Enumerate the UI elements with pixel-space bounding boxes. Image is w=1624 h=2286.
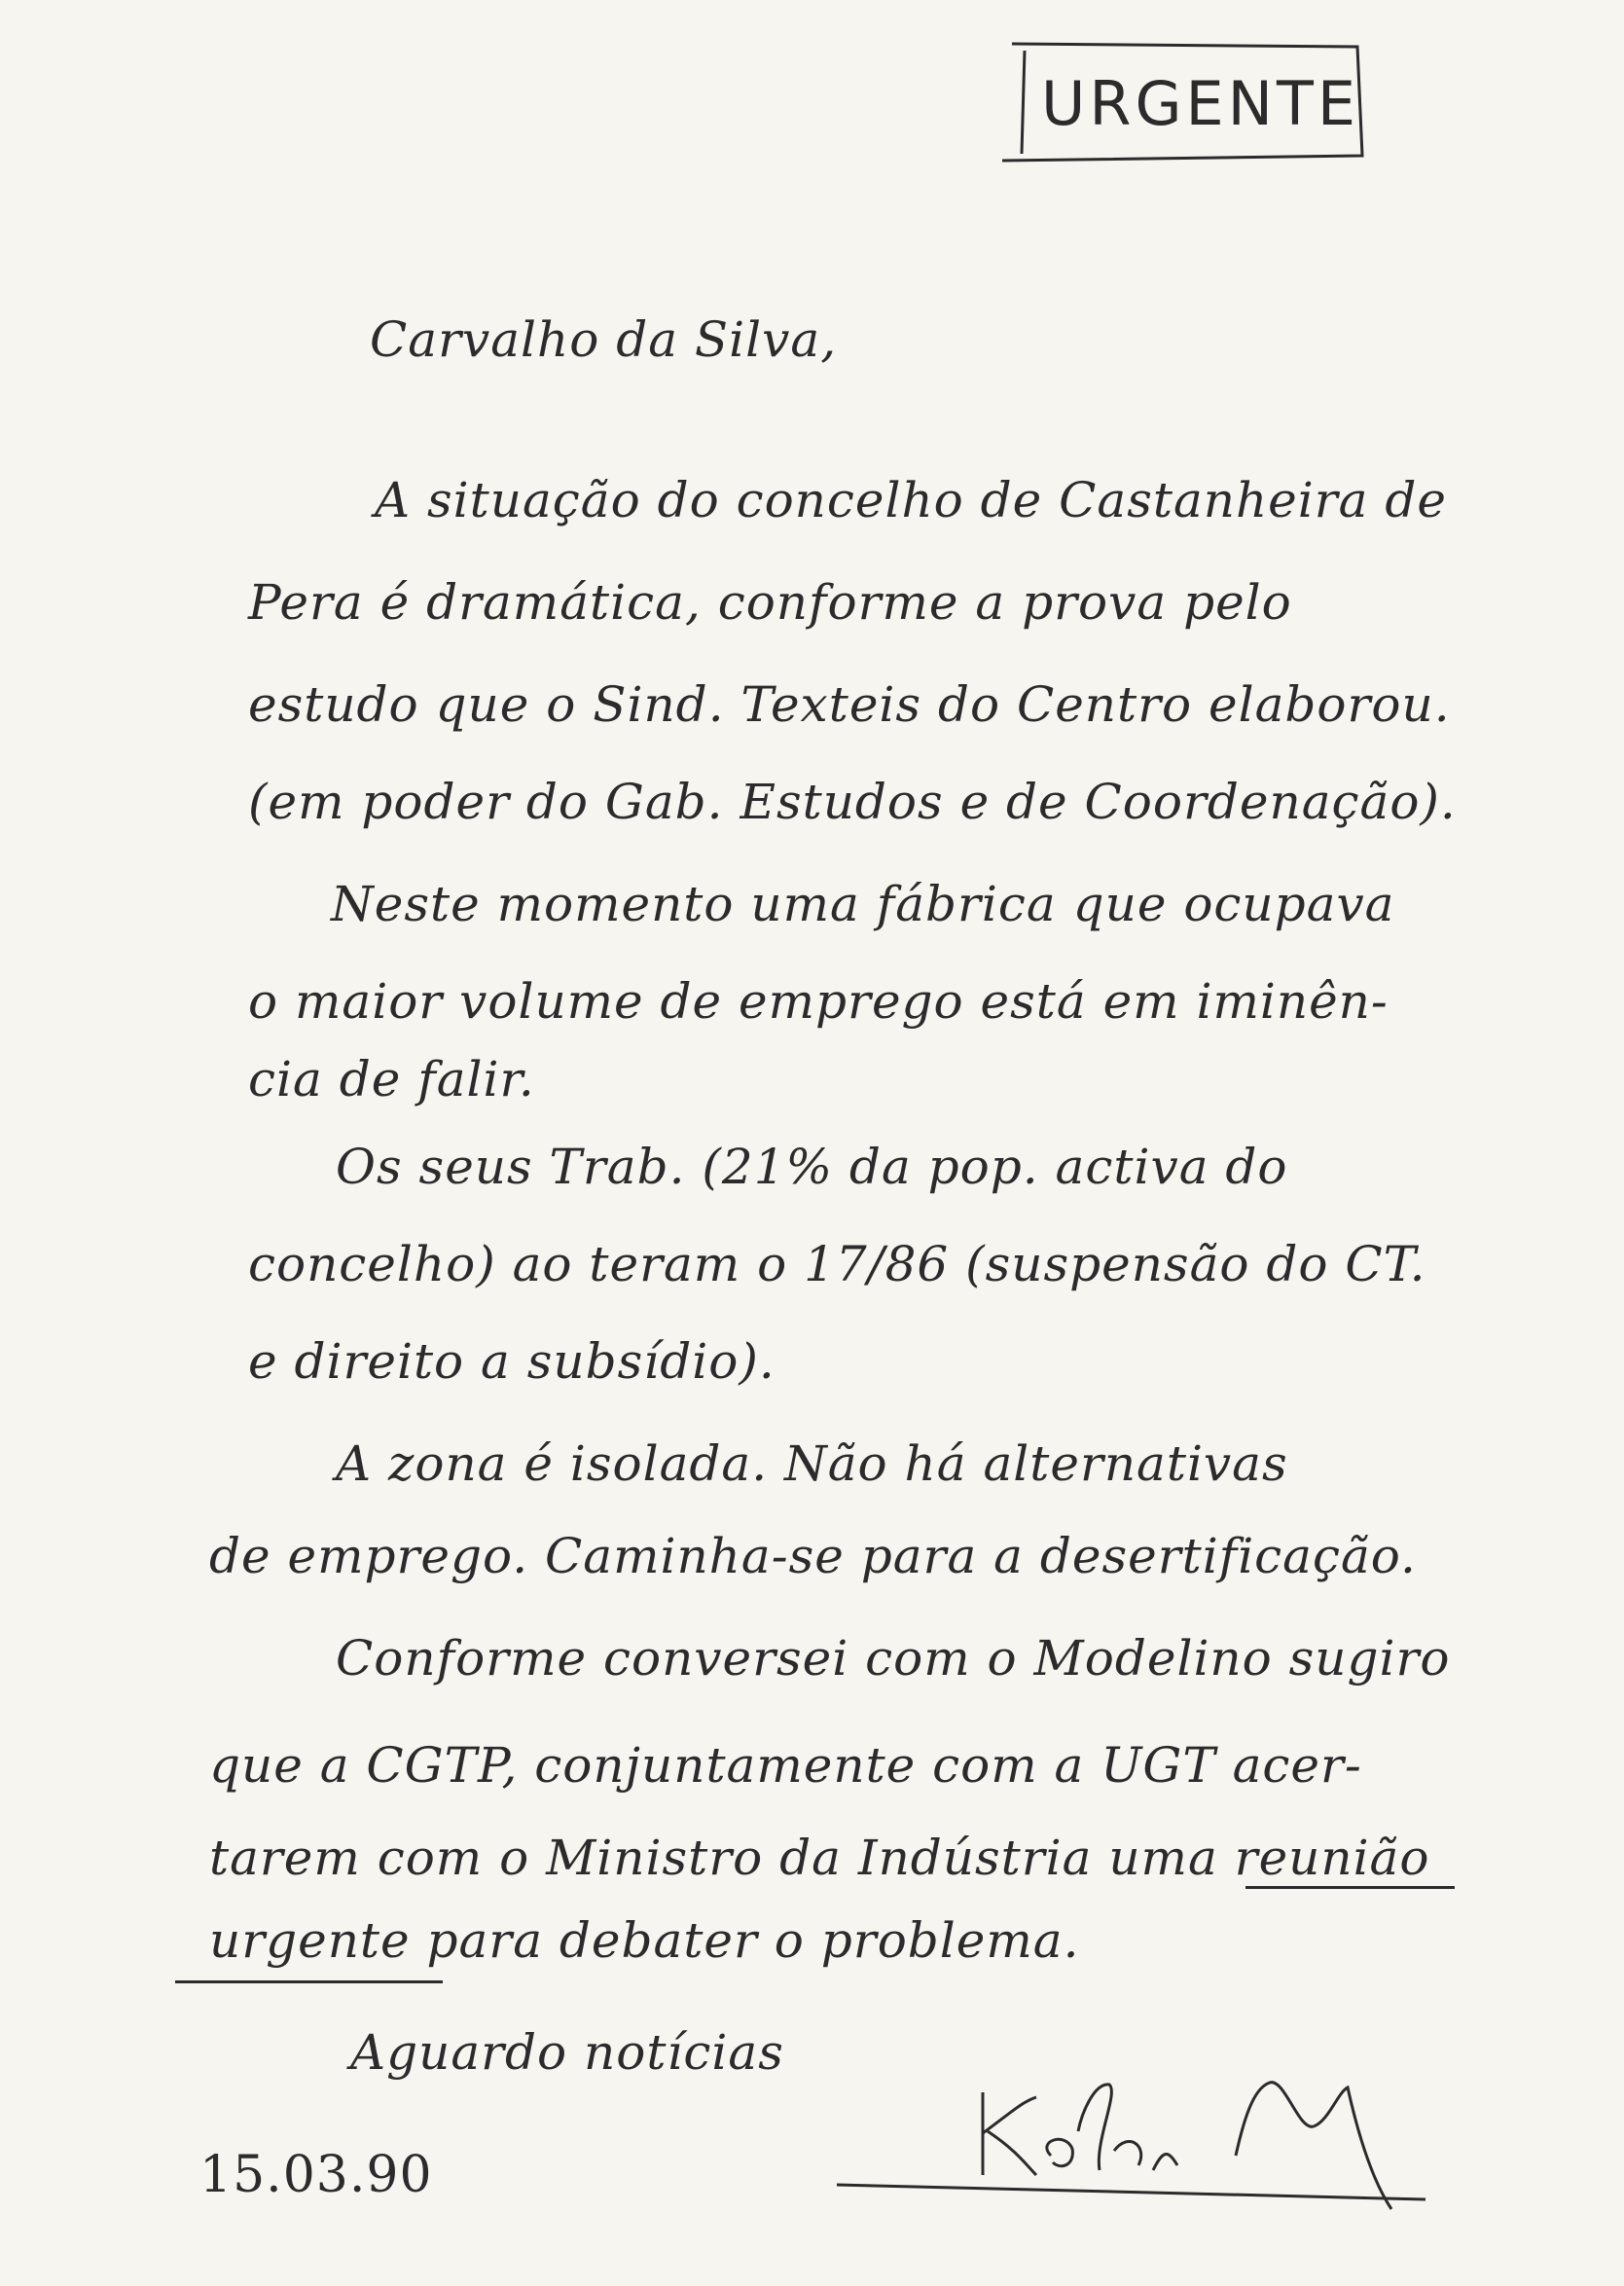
letter-line: Neste momento uma fábrica que ocupava [331, 876, 1395, 932]
letter-line: A zona é isolada. Não há alternativas [336, 1435, 1288, 1492]
urgent-stamp-label: URGENTE [1041, 68, 1360, 139]
letter-line: tarem com o Ministro da Indústria uma reunião [209, 1830, 1430, 1886]
underline-mark [1245, 1886, 1455, 1889]
letter-line: Pera é dramática, conforme a prova pelo [248, 574, 1292, 631]
salutation: Carvalho da Silva, [370, 311, 838, 368]
letter-line: o maior volume de emprego está em iminên- [248, 973, 1389, 1030]
letter-line: e direito a subsídio). [248, 1333, 776, 1390]
letter-line: estudo que o Sind. Texteis do Centro elaborou. [248, 676, 1451, 733]
letter-line: que a CGTP, conjuntamente com a UGT acer- [209, 1737, 1362, 1794]
letter-line: Conforme conversei com o Modelino sugiro [336, 1630, 1451, 1687]
letter-line: A situação do concelho de Castanheira de [375, 472, 1447, 528]
closing: Aguardo notícias [350, 2024, 784, 2081]
letter-line: (em poder do Gab. Estudos e de Coordenação). [248, 774, 1457, 830]
underline-mark [175, 1980, 443, 1983]
letter-line: cia de falir. [248, 1051, 535, 1107]
date: 15.03.90 [199, 2146, 433, 2204]
letter-line: de emprego. Caminha-se para a desertificação. [209, 1528, 1417, 1584]
letter-line: concelho) ao teram o 17/86 (suspensão do CT. [248, 1236, 1426, 1292]
letter-line: Os seus Trab. (21% da pop. activa do [336, 1139, 1288, 1195]
letter-line: urgente para debater o problema. [209, 1912, 1080, 1969]
signature [827, 2073, 1430, 2219]
